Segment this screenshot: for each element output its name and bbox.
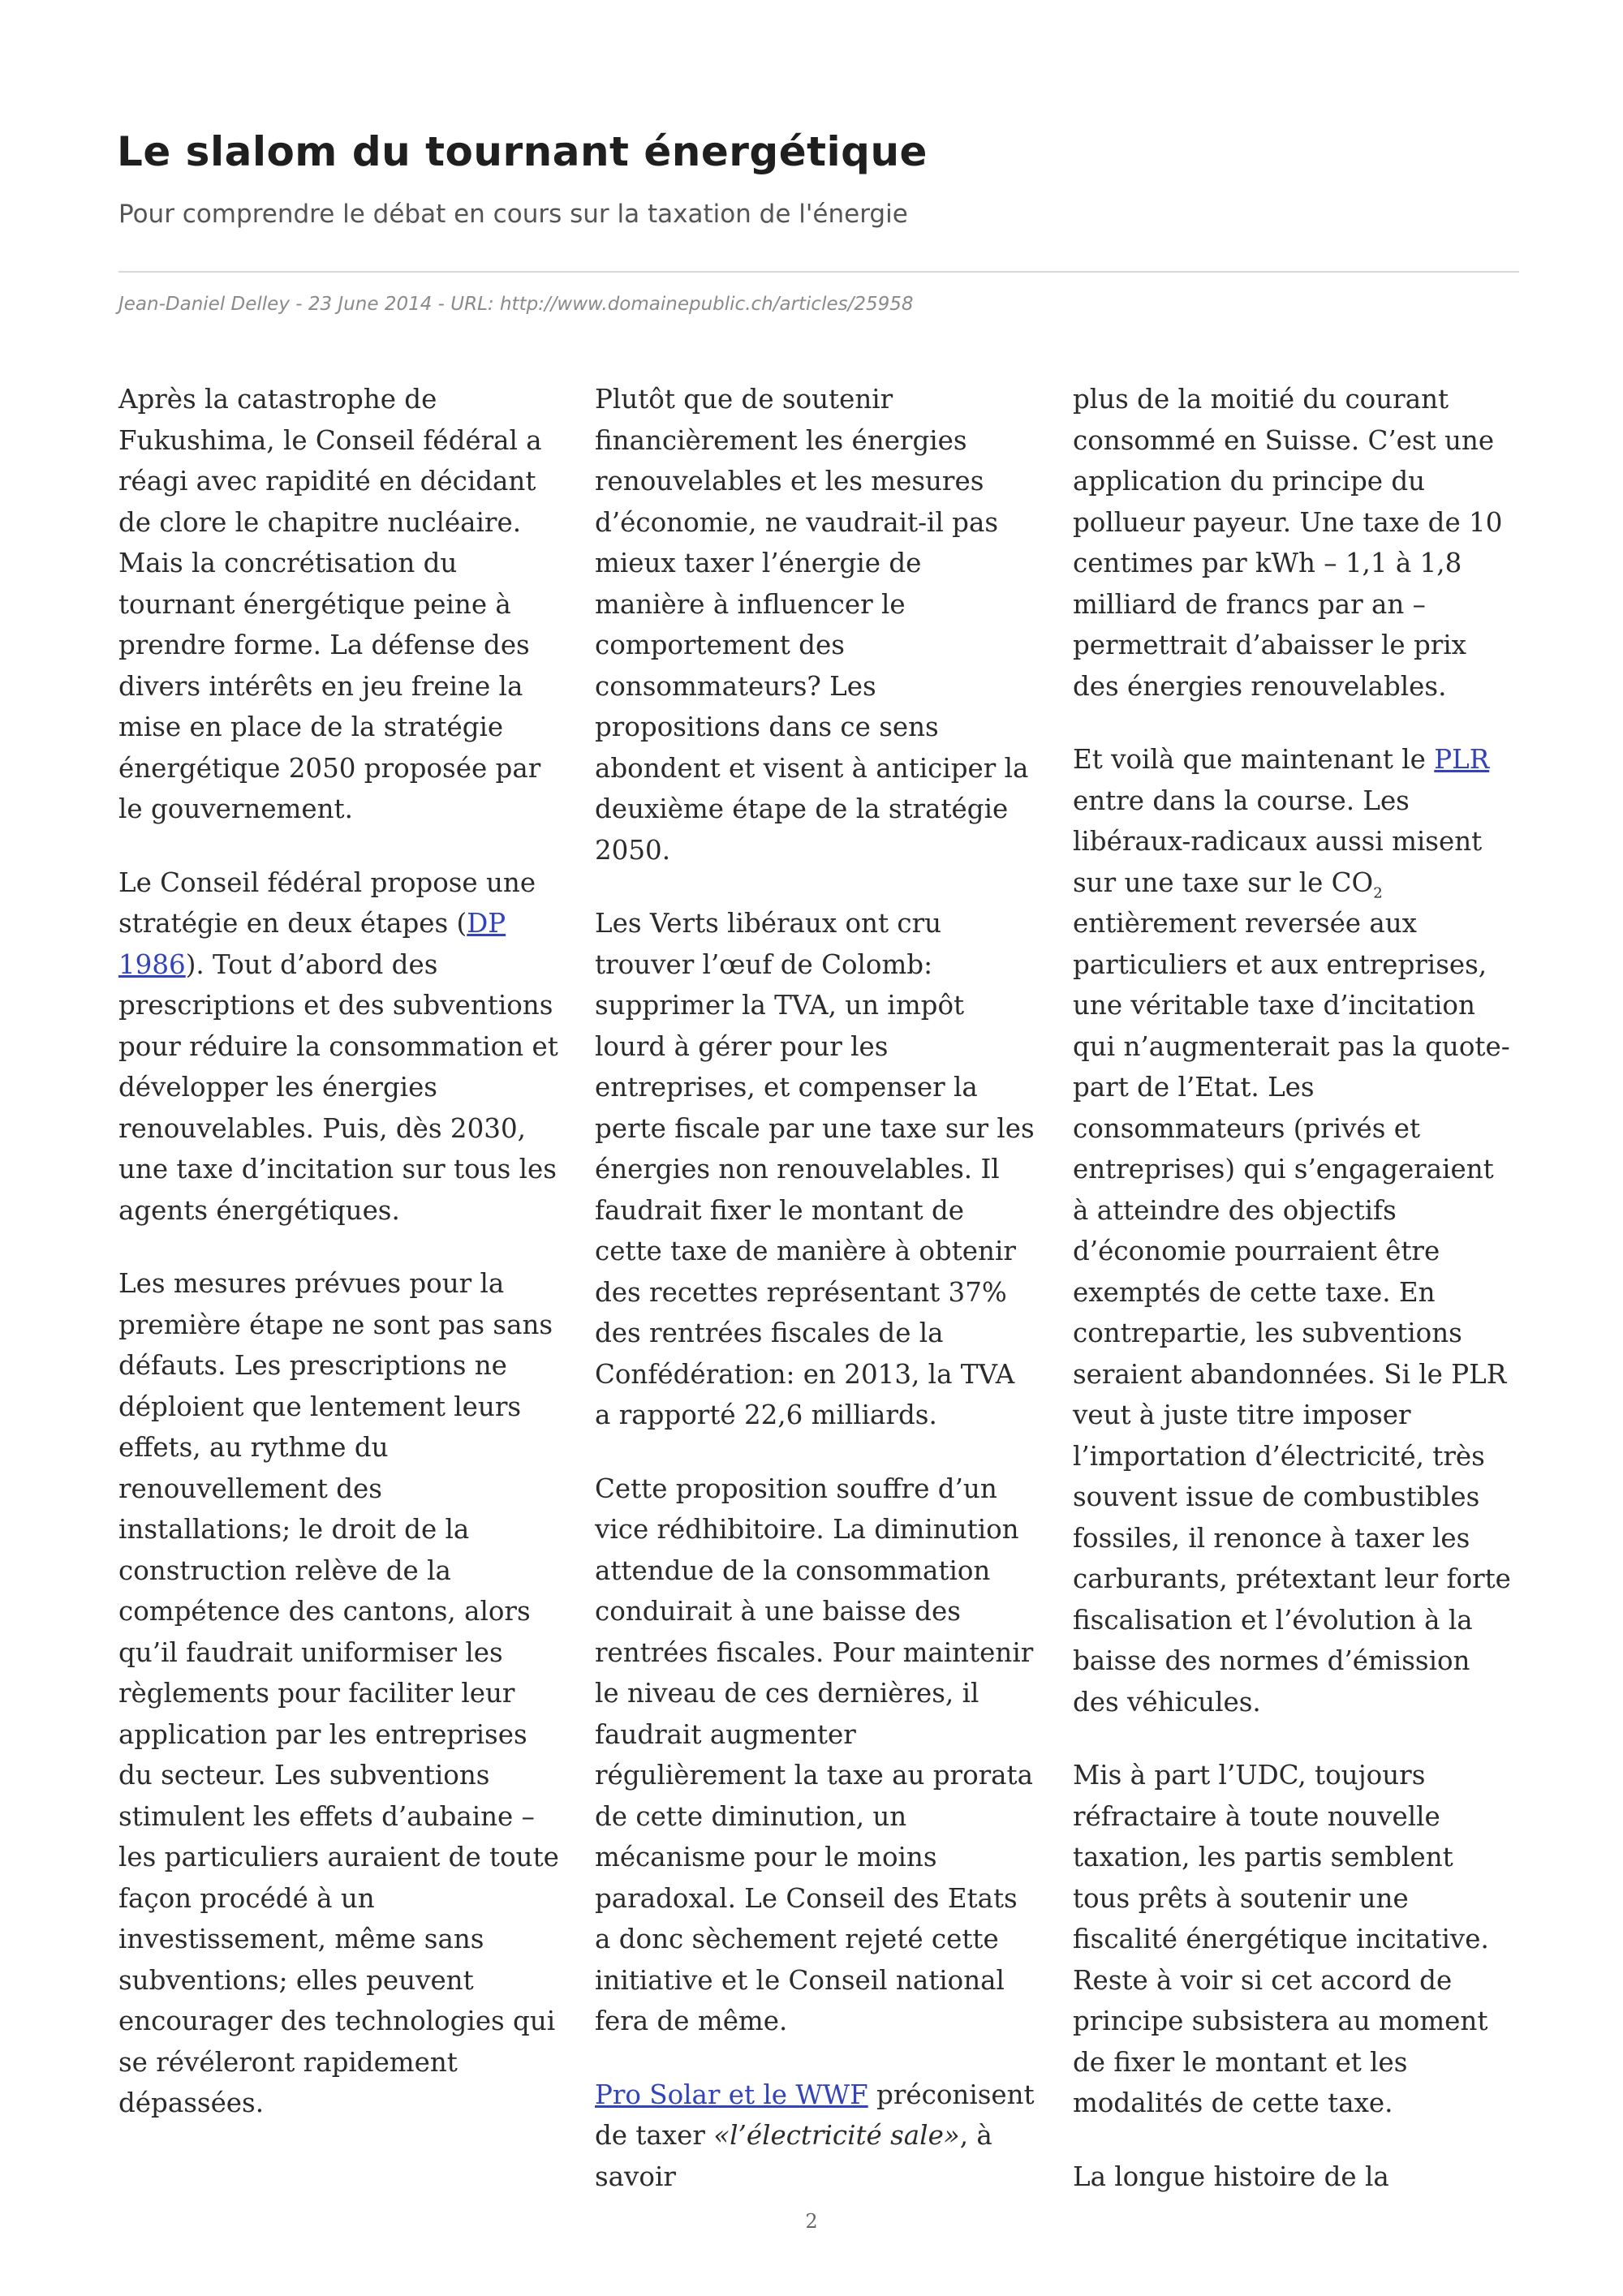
quoted-term: «l’électricité sale» <box>713 2120 960 2151</box>
paragraph <box>1073 739 1515 1722</box>
article-meta: Jean-Daniel Delley - 23 June 2014 - URL: http://www.domainepublic.ch/articles/25958 <box>118 294 914 315</box>
page-number: 2 <box>805 2210 818 2233</box>
paragraph-text: ). Tout d’abord des prescriptions et des subventions pour réduire la consommation et développer les énergies renouvelables. Puis, dès 2030, une taxe d’incitation sur tous les agents énergétiques. <box>118 948 558 1226</box>
paragraph: Cette proposition souffre d’un vice rédhibitoire. La diminution attendue de la consommation conduirait à une baisse des rentrées fiscales. Pour maintenir le niveau de ces dernières, il faudrait augmenter régulièrement la taxe au prorata de cette diminution, un mécanisme pour le moins paradoxal. Le Conseil des Etats a donc sèchement rejeté cette initiative et le Conseil national fera de même. <box>595 1473 1034 2036</box>
paragraph: Les mesures prévues pour la première étape ne sont pas sans défauts. Les prescriptions ne déploient que lentement leurs effets, au rythme du renouvellement des installations; le droit de la construction relève de la compétence des cantons, alors qu’il faudrait uniformiser les règlements pour faciliter leur application par les entreprises du secteur. Les subventions stimulent les effets d’aubaine – les particuliers auraient de toute façon procédé à un investissement, même sans subventions; elles peuvent encourager des technologies qui se révéleront rapidement dépassées. <box>118 1268 559 2118</box>
paragraph: Mis à part l’UDC, toujours réfractaire à toute nouvelle taxation, les partis semblent tous prêts à soutenir une fiscalité énergétique incitative. Reste à voir si cet accord de principe subsistera au moment de fixer le montant et les modalités de cette taxe. <box>1073 1760 1489 2118</box>
paragraph-text: entièrement reversée aux particuliers et aux entreprises, une véritable taxe d’incitation qui n’augmenterait pas la quote-part de l’Etat. Les consommateurs (privés et entreprises) qui s’engageraient à atteindre des objectifs d’économie pourraient être exemptés de cette taxe. En contrepartie, les subventions seraient abandonnées. Si le PLR veut à juste titre imposer l’importation d’électricité, très souvent issue de combustibles fossiles, il renonce à taxer les carburants, prétextant leur forte fiscalisation et l’évolution à la baisse des normes d’émission des véhicules. <box>1073 908 1511 1718</box>
article-subtitle: Pour comprendre le débat en cours sur la taxation de l'énergie <box>118 200 908 229</box>
text-column-2 <box>595 379 1037 2229</box>
paragraph: Les Verts libéraux ont cru trouver l’œuf de Colomb: supprimer la TVA, un impôt lourd à gérer pour les entreprises, et compenser la perte fiscale par une taxe sur les énergies non renouvelables. Il faudrait fixer le montant de cette taxe de manière à obtenir des recettes représentant 37% des rentrées fiscales de la Confédération: en 2013, la TVA a rapporté 22,6 milliards. <box>595 908 1035 1430</box>
paragraph: Après la catastrophe de Fukushima, le Conseil fédéral a réagi avec rapidité en décidant de clore le chapitre nucléaire. Mais la concrétisation du tournant énergétique peine à prendre forme. La défense des divers intérêts en jeu freine la mise en place de la stratégie énergétique 2050 proposée par le gouvernement. <box>118 384 542 824</box>
text-column-3 <box>1073 379 1515 2229</box>
paragraph-text: Et voilà que maintenant le <box>1073 744 1435 775</box>
paragraph-text: entre dans la course. Les libéraux-radicaux aussi misent sur une taxe sur le CO <box>1073 785 1483 898</box>
paragraph <box>595 2075 1037 2198</box>
plr-link[interactable]: PLR <box>1434 744 1490 775</box>
article-title: Le slalom du tournant énergétique <box>117 128 928 175</box>
paragraph: Plutôt que de soutenir financièrement les énergies renouvelables et les mesures d’économie, ne vaudrait-il pas mieux taxer l’énergie de manière à influencer le comportement des consommateurs? Les propositions dans ce sens abondent et visent à anticiper la deuxième étape de la stratégie 2050. <box>595 384 1029 866</box>
paragraph: La longue histoire de la <box>1073 2161 1389 2192</box>
dp-1986-link[interactable]: DP 1986 <box>118 908 506 980</box>
paragraph <box>118 862 561 1232</box>
paragraph-text: , à savoir <box>595 2120 992 2192</box>
paragraph: plus de la moitié du courant consommé en Suisse. C’est une application du principe du pollueur payeur. Une taxe de 10 centimes par kWh – 1,1 à 1,8 milliard de francs par an – permettrait d’abaisser le prix des énergies renouvelables. <box>1073 384 1503 702</box>
paragraph-text: préconisent de taxer <box>595 2079 1035 2151</box>
paragraph-text: Le Conseil fédéral propose une stratégie en deux étapes ( <box>118 866 536 939</box>
pro-solar-wwf-link[interactable]: Pro Solar et le WWF <box>595 2079 868 2110</box>
text-column-1 <box>118 379 561 2156</box>
co2-subscript: 2 <box>1373 884 1383 901</box>
header-divider <box>118 271 1519 273</box>
